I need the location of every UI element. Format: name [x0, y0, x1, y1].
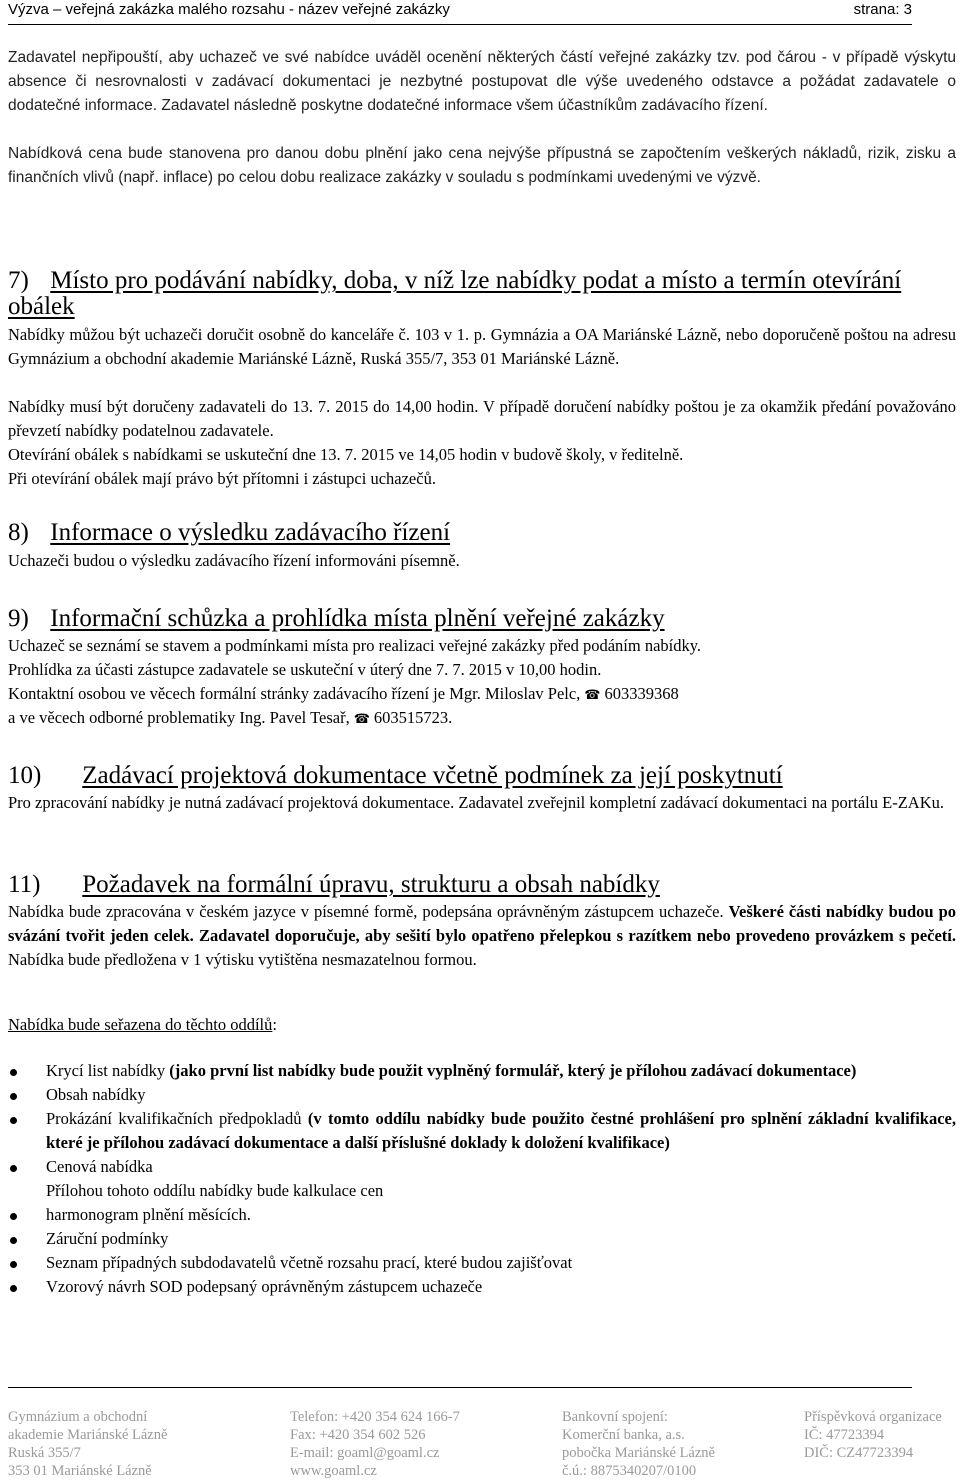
section-11-number: 11)	[8, 871, 41, 898]
section-9-number: 9)	[8, 605, 29, 632]
order-colon: :	[272, 1015, 277, 1034]
footer-line: Gymnázium a obchodní	[8, 1409, 148, 1425]
list-item-text: harmonogram plnění měsících.	[46, 1205, 251, 1224]
telephone-icon: ☎	[584, 688, 601, 703]
section-9-inspection: Prohlídka za účasti zástupce zadavatele se uskuteční v úterý dne 7. 7. 2015 v 10,00 hodin.	[8, 660, 602, 679]
section-7-number: 7)	[8, 267, 29, 294]
page-number: strana: 3	[853, 1, 912, 18]
section-7-delivery: Nabídky můžou být uchazeči doručit osobně do kanceláře č. 103 v 1. p. Gymnázia a OA Mariánské Lázně, nebo doporučeně poštou na adresu Gymnázium a obchodní akademie Mariánské Lázně, Ruská 355/7, 353 01 Mariánské Lázně.	[8, 325, 956, 368]
paragraph-price-definition: Nabídková cena bude stanovena pro danou dobu plnění jako cena nejvýše přípustná se započtením veškerých nákladů, rizik, zisku a finančních vlivů (např. inflace) po celou dobu realizace zakázky v souladu s podmínkami uvedenými ve výzvě.	[8, 145, 956, 186]
document-title: Výzva – veřejná zakázka malého rozsahu - název veřejné zakázky	[8, 1, 450, 18]
format-text: Nabídka bude zpracována v českém jazyce v písemné formě, podepsána oprávněným zástupcem uchazeče.	[8, 902, 724, 921]
telephone-icon: ☎	[353, 712, 370, 727]
section-10-heading	[8, 763, 783, 789]
footer-line: akademie Mariánské Lázně	[8, 1427, 168, 1443]
list-item	[8, 1203, 956, 1227]
bullet-icon	[10, 1261, 17, 1268]
bullet-icon	[10, 1237, 17, 1244]
list-item-text: Cenová nabídka	[46, 1157, 153, 1176]
section-11-format	[8, 900, 956, 972]
contact-technical-phone: 603515723.	[373, 708, 453, 727]
section-8-number: 8)	[8, 519, 29, 546]
bullet-icon	[10, 1285, 17, 1292]
list-item-text: Seznam případných subdodavatelů včetně rozsahu prací, které budou zajišťovat	[46, 1253, 573, 1272]
footer-divider	[8, 1387, 912, 1388]
section-7-title: Místo pro podávání nabídky, doba, v níž lze nabídky podat a místo a termín otevírání obálek	[8, 267, 902, 320]
section-10-number: 10)	[8, 762, 42, 789]
bullet-icon	[10, 1213, 17, 1220]
list-item-text: Krycí list nabídky	[46, 1061, 166, 1080]
list-item-text: Prokázání kvalifikačních předpokladů	[46, 1109, 302, 1128]
section-9-contact-technical	[8, 706, 956, 732]
contact-formal-label: Kontaktní osobou ve věcech formální stránky zadávacího řízení je Mgr. Miloslav Pelc,	[8, 684, 581, 703]
section-8-heading	[8, 520, 450, 546]
bullet-icon	[10, 1093, 17, 1100]
list-item-note	[8, 1179, 956, 1203]
section-11-title: Požadavek na formální úpravu, strukturu a obsah nabídky	[82, 871, 660, 898]
contact-technical-label: a ve věcech odborné problematiky Ing. Pavel Tesař,	[8, 708, 350, 727]
footer-line: 353 01 Mariánské Lázně	[8, 1463, 152, 1479]
list-item	[8, 1059, 956, 1083]
footer-line: Fax: +420 354 602 526	[290, 1427, 426, 1443]
bullet-icon	[10, 1165, 17, 1172]
footer-line: IČ: 47723394	[804, 1427, 885, 1443]
paragraph-no-partial-pricing: Zadavatel nepřipouští, aby uchazeč ve své nabídce uváděl ocenění některých částí veřejné zakázky tzv. pod čárou - v případě výskytu absence či nesrovnalosti v zadávací dokumentaci je nezbytné postupovat dle výše uvedeného odstavce a požádat zadavatele o dodatečné informace. Zadavatel následně poskytne dodatečné informace všem účastníkům zadávacího řízení.	[8, 49, 956, 114]
section-7-attendance: Při otevírání obálek mají právo být přítomni i zástupci uchazečů.	[8, 469, 436, 488]
section-10-text: Pro zpracování nabídky je nutná zadávací projektová dokumentace. Zadavatel zveřejnil kompletní zadávací dokumentaci na portálu E-ZAKu.	[8, 793, 945, 812]
attachment-note: Přílohou tohoto oddílu nabídky bude kalkulace cen	[46, 1181, 384, 1200]
list-item-note: (jako první list nabídky bude použit vyplněný formulář, který je přílohou zadávací dokumentace)	[169, 1061, 857, 1080]
section-9-title: Informační schůzka a prohlídka místa plnění veřejné zakázky	[50, 605, 665, 632]
list-item-note: (v tomto oddílu nabídky bude použito čestné prohlášení pro splnění základní kvalifikace, které je přílohou zadávací dokumentace a další příslušné doklady k doložení kvalifikace)	[46, 1109, 956, 1152]
bullet-icon	[10, 1117, 17, 1124]
section-9-contact-formal	[8, 682, 956, 708]
offer-sections-list	[8, 1059, 956, 1299]
list-item	[8, 1107, 956, 1155]
list-item	[8, 1275, 956, 1299]
footer-organization	[804, 1408, 942, 1462]
contact-formal-phone: 603339368	[604, 684, 679, 703]
footer-contacts	[290, 1408, 460, 1480]
section-7-opening: Otevírání obálek s nabídkami se uskuteční dne 13. 7. 2015 ve 14,05 hodin v budově školy, v ředitelně.	[8, 445, 684, 464]
section-9-heading	[8, 606, 665, 632]
list-item	[8, 1083, 956, 1107]
section-10-title: Zadávací projektová dokumentace včetně podmínek za její poskytnutí	[82, 762, 783, 789]
list-item-text: Vzorový návrh SOD podepsaný oprávněným zástupcem uchazeče	[46, 1277, 483, 1296]
footer-line: DIČ: CZ47723394	[804, 1445, 914, 1461]
footer-bank	[562, 1408, 715, 1480]
format-copies: Nabídka bude předložena v 1 výtisku vytištěna nesmazatelnou formou.	[8, 950, 477, 969]
section-9-site-conditions: Uchazeč se seznámí se stavem a podmínkami místa pro realizaci veřejné zakázky před podáním nabídky.	[8, 636, 702, 655]
section-8-text: Uchazeči budou o výsledku zadávacího řízení informováni písemně.	[8, 551, 460, 570]
footer-line: E-mail: goaml@goaml.cz	[290, 1445, 440, 1461]
footer-line: www.goaml.cz	[290, 1463, 377, 1479]
bullet-icon	[10, 1069, 17, 1076]
list-item-text: Obsah nabídky	[46, 1085, 146, 1104]
list-item	[8, 1251, 956, 1275]
footer-line: č.ú.: 8875340207/0100	[562, 1463, 697, 1479]
list-item	[8, 1227, 956, 1251]
footer-school-address	[8, 1408, 167, 1480]
footer-line: Ruská 355/7	[8, 1445, 81, 1461]
footer-line: Komerční banka, a.s.	[562, 1427, 685, 1443]
format-binding-requirement: Veškeré části nabídky budou po svázání tvořit jeden celek. Zadavatel doporučuje, aby sešití bylo opatřeno přelepkou s razítkem nebo provedeno provázkem s pečetí.	[8, 902, 957, 945]
footer-line: Telefon: +420 354 624 166-7	[290, 1409, 460, 1425]
footer-line: Příspěvková organizace	[804, 1409, 942, 1425]
list-item	[8, 1155, 956, 1179]
page-header	[8, 0, 912, 25]
footer-line: Bankovní spojení:	[562, 1409, 668, 1425]
section-7-deadline: Nabídky musí být doručeny zadavateli do 13. 7. 2015 do 14,00 hodin. V případě doručení nabídky poštou je za okamžik předání považováno převzetí nabídky podatelnou zadavatele.	[8, 397, 956, 440]
section-11-heading	[8, 872, 660, 898]
section-11-order-label	[8, 1013, 956, 1037]
section-8-title: Informace o výsledku zadávacího řízení	[50, 519, 451, 546]
section-7-heading	[8, 268, 960, 320]
order-label: Nabídka bude seřazena do těchto oddílů	[8, 1015, 273, 1034]
footer-line: pobočka Mariánské Lázně	[562, 1445, 715, 1461]
list-item-text: Záruční podmínky	[46, 1229, 169, 1248]
